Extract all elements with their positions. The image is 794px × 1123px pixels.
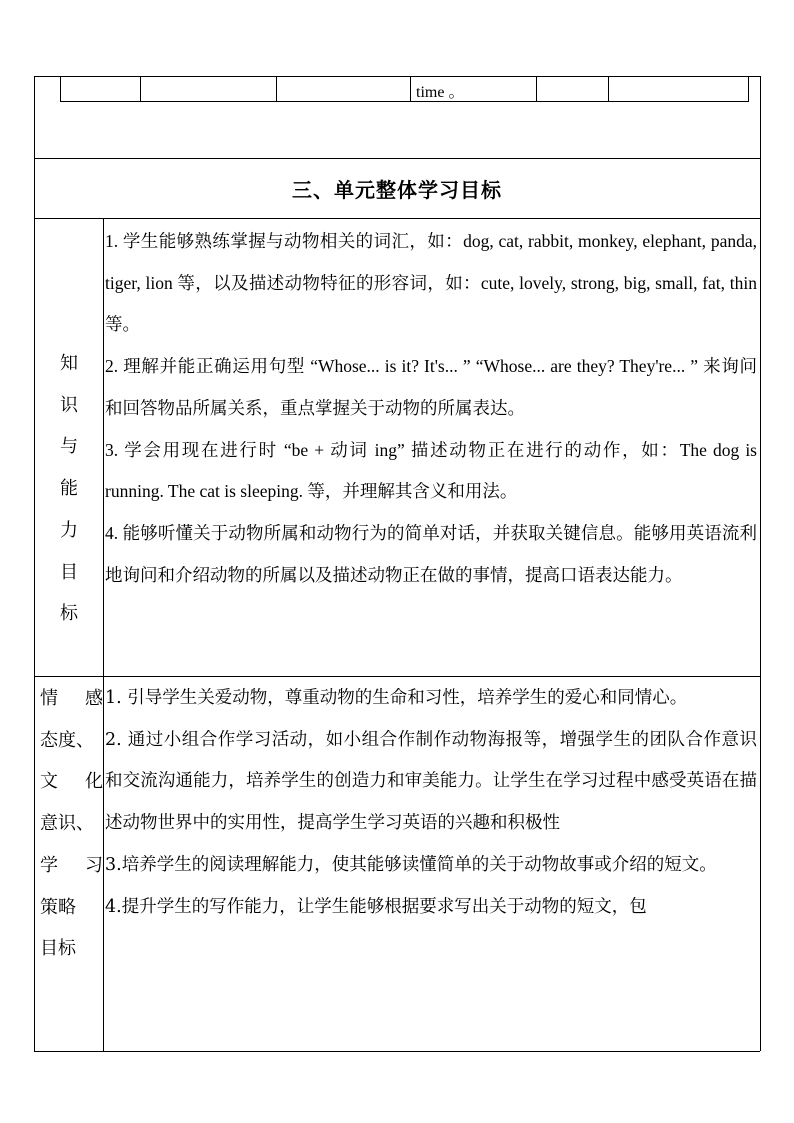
emotion-goals-label: 情 感 态度、 文 化 意识、 学 习 策略 目标: [40, 688, 103, 960]
goal-item: 2. 理解并能正确运用句型 “Whose... is it? It's... ” “Whose... are they? They're... ” 来询问和回答物品所属关系，重点掌握关于动物的所属表达。: [105, 356, 757, 418]
column-divider: [103, 218, 104, 1051]
table-cell: [537, 76, 609, 101]
table-cell: [61, 76, 141, 101]
table-cell-text: time 。: [416, 84, 465, 101]
nested-table-row: [60, 76, 749, 102]
goal-item: 1. 引导学生关爱动物，尊重动物的生命和习性，培养学生的爱心和同情心。: [105, 688, 688, 708]
table-cell: [141, 76, 277, 101]
table-cell: [277, 76, 411, 101]
table-border: [34, 218, 760, 219]
knowledge-goals-label: 知 识 与 能 力 目 标: [60, 353, 78, 625]
table-border: [34, 1051, 760, 1052]
section-title: 三、单元整体学习目标: [292, 177, 502, 202]
goal-item: 3. 学会用现在进行时 “be + 动词 ing” 描述动物正在进行的动作，如：The dog is running. The cat is sleeping. 等，并理解其含义和用法。: [105, 439, 757, 502]
goal-item: 2. 通过小组合作学习活动，如小组合作制作动物海报等，增强学生的团队合作意识和交流沟通能力，培养学生的创造力和审美能力。让学生在学习过程中感受英语在描述动物世界中的实用性，提高学生学习英语的兴趣和积极性: [105, 729, 757, 834]
goal-item: 4. 能够听懂关于动物所属和动物行为的简单对话，并获取关键信息。能够用英语流利地询问和介绍动物的所属以及描述动物正在做的事情，提高口语表达能力。: [105, 522, 757, 585]
goal-item: 4.提升学生的写作能力，让学生能够根据要求写出关于动物的短文，包: [105, 896, 647, 917]
goal-item: 3.培养学生的阅读理解能力，使其能够读懂简单的关于动物故事或介绍的短文。: [105, 854, 717, 875]
table-border: [34, 76, 760, 77]
goal-item: 1. 学生能够熟练掌握与动物相关的词汇，如：dog, cat, rabbit, monkey, elephant, panda, tiger, lion 等，以及描述动物特征的形容词，如：cute, lovely, strong, big, small, fat, thin 等。: [105, 231, 757, 335]
table-border: [34, 676, 760, 677]
knowledge-goals-content: [105, 221, 757, 596]
emotion-goals-content: [105, 678, 757, 928]
